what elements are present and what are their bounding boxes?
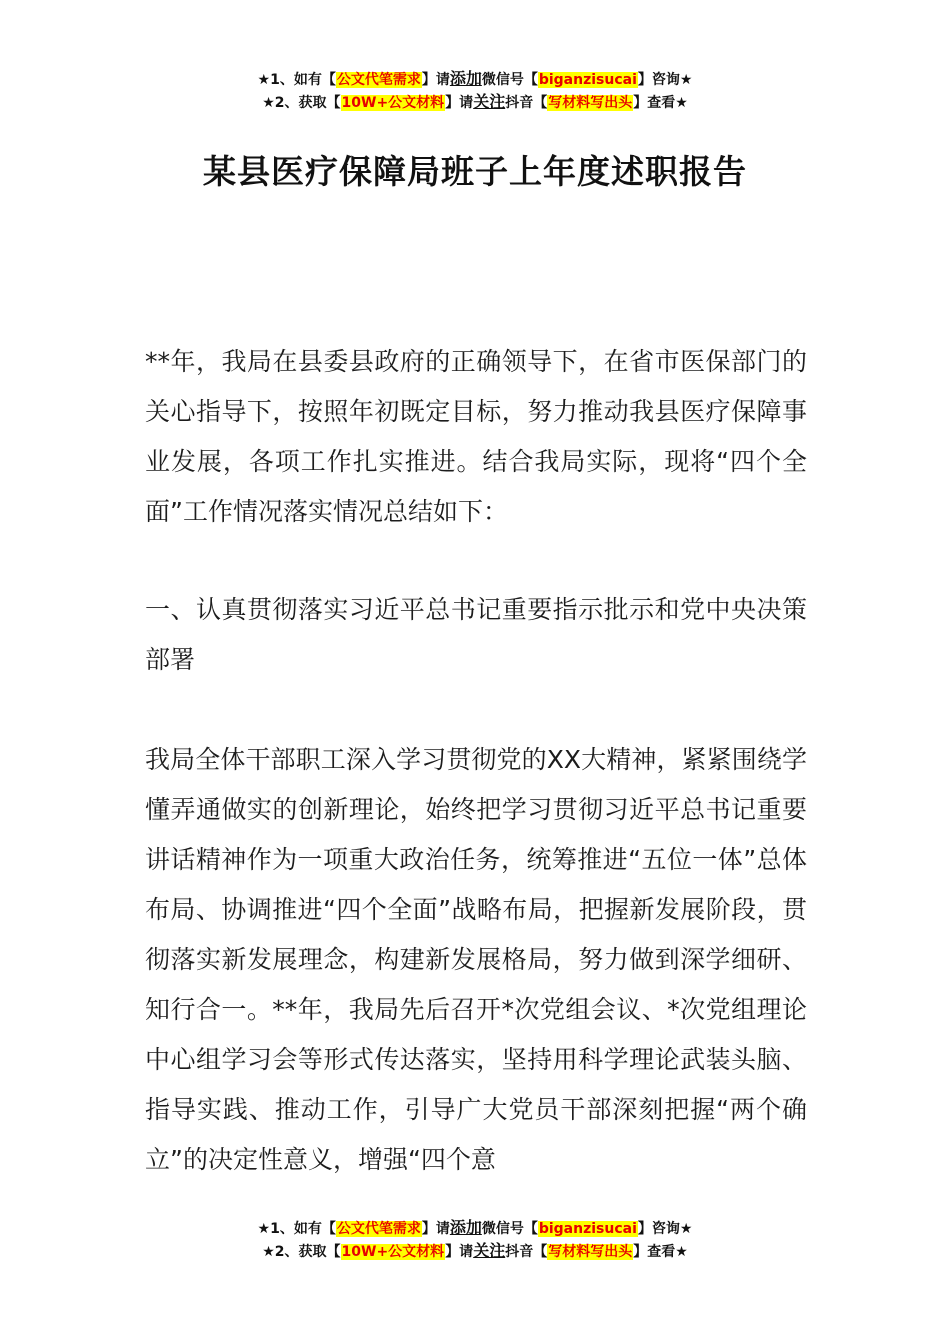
banner-highlight-service: 公文代笔需求	[336, 72, 421, 88]
banner-highlight-materials: 10W+公文材料	[341, 1244, 445, 1260]
banner-emphasis-follow: 关注	[473, 1241, 506, 1260]
banner-highlight-wechat-id: biganzisucai	[538, 1221, 637, 1237]
section-heading: 一、认真贯彻落实习近平总书记重要指示批示和党中央决策部署	[145, 595, 807, 674]
banner-highlight-wechat-id: biganzisucai	[538, 72, 637, 88]
header-banner	[0, 68, 950, 114]
document-title: 某县医疗保障局班子上年度述职报告	[203, 152, 747, 191]
banner-highlight-service: 公文代笔需求	[336, 1221, 421, 1237]
footer-banner	[0, 1217, 950, 1263]
banner-line-2: ★2、获取【10W+公文材料】请关注抖音【写材料写出头】查看★	[262, 1241, 688, 1260]
banner-highlight-materials: 10W+公文材料	[341, 95, 445, 111]
banner-emphasis-add: 添加	[449, 1218, 482, 1237]
banner-highlight-douyin: 写材料写出头	[548, 95, 633, 111]
banner-emphasis-add: 添加	[449, 69, 482, 88]
banner-line-2: ★2、获取【10W+公文材料】请关注抖音【写材料写出头】查看★	[262, 92, 688, 111]
banner-line-1: ★1、如有【公文代笔需求】请添加微信号【biganzisucai】咨询★	[257, 69, 693, 88]
banner-highlight-douyin: 写材料写出头	[548, 1244, 633, 1260]
section-body-paragraph: 我局全体干部职工深入学习贯彻党的XX大精神，紧紧围绕学懂弄通做实的创新理论，始终把学习贯彻习近平总书记重要讲话精神作为一项重大政治任务，统筹推进“五位一体”总体布局、协调推进“四个全面”战略布局，把握新发展阶段，贯彻落实新发展理念，构建新发展格局，努力做到深学细研、知行合一。**年，我局先后召开*次党组会议、*次党组理论中心组学习会等形式传达落实，坚持用科学理论武装头脑、指导实践、推动工作，引导广大党员干部深刻把握“两个确立”的决定性意义，增强“四个意	[145, 745, 807, 1174]
banner-emphasis-follow: 关注	[473, 92, 506, 111]
banner-line-1: ★1、如有【公文代笔需求】请添加微信号【biganzisucai】咨询★	[257, 1218, 693, 1237]
intro-paragraph: **年，我局在县委县政府的正确领导下，在省市医保部门的关心指导下，按照年初既定目标，努力推动我县医疗保障事业发展，各项工作扎实推进。结合我局实际，现将“四个全面”工作情况落实情况总结如下：	[145, 347, 807, 526]
